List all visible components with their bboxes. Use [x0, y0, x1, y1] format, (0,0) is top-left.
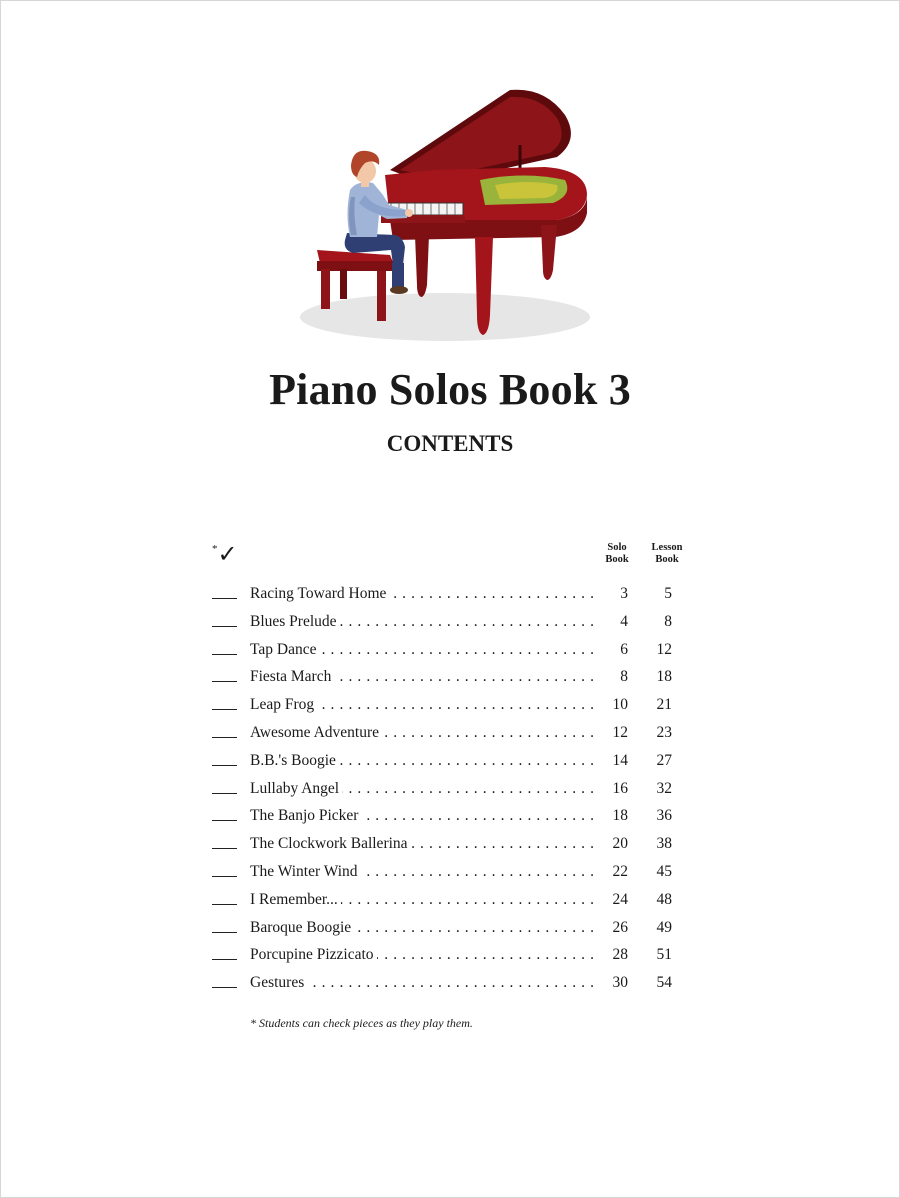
asterisk: *: [212, 543, 218, 555]
list-item: [212, 580, 682, 608]
lesson-page: 5: [664, 585, 672, 602]
solo-page: 22: [612, 862, 628, 880]
solo-page: 8: [620, 668, 628, 686]
piece-title: The Clockwork Ballerina: [250, 835, 411, 852]
solo-page: 3: [620, 585, 628, 602]
checkmark-icon: ✓: [217, 540, 238, 568]
list-item: [212, 802, 682, 830]
lesson-page: 23: [656, 723, 672, 741]
lesson-page: 32: [656, 779, 672, 797]
check-blank: [212, 681, 237, 682]
piano-illustration: [295, 85, 605, 350]
piano-leg-left: [415, 235, 429, 297]
piece-title: Fiesta March: [250, 668, 334, 685]
check-blank: [212, 820, 237, 821]
check-blank: [212, 598, 237, 599]
piece-title: B.B.'s Boogie: [250, 752, 339, 769]
piece-title: Porcupine Pizzicato: [250, 946, 377, 963]
list-item: [212, 941, 682, 969]
solo-page: 26: [612, 918, 628, 936]
list-item: [212, 691, 682, 719]
piece-title: Awesome Adventure: [250, 724, 382, 741]
solo-page: 20: [612, 835, 628, 853]
floor-shadow: [300, 293, 590, 341]
piece-title: Leap Frog: [250, 696, 317, 713]
lesson-page: 48: [656, 890, 672, 908]
lesson-page: 21: [656, 696, 672, 714]
lesson-page: 27: [656, 751, 672, 769]
solo-page: 4: [620, 612, 628, 630]
solo-page: 6: [620, 640, 628, 658]
list-item: [212, 747, 682, 775]
check-blank: [212, 959, 237, 960]
piece-title: Blues Prelude: [250, 613, 340, 630]
lesson-book-column-header: Lesson Book: [651, 542, 683, 565]
check-blank: [212, 793, 237, 794]
list-item: [212, 775, 682, 803]
book-title: Piano Solos Book 3: [269, 365, 631, 414]
solo-page: 24: [612, 890, 628, 908]
footnote: * Students can check pieces as they play them.: [250, 1016, 473, 1030]
lesson-page: 45: [656, 862, 672, 880]
lesson-page: 38: [656, 835, 672, 853]
check-blank: [212, 932, 237, 933]
check-blank: [212, 654, 237, 655]
list-item: [212, 969, 682, 997]
piece-title: I Remember...: [250, 891, 341, 908]
list-item: [212, 830, 682, 858]
check-blank: [212, 904, 237, 905]
piece-title: Gestures: [250, 974, 307, 991]
list-item: [212, 636, 682, 664]
check-blank: [212, 987, 237, 988]
piece-title: The Banjo Picker: [250, 807, 361, 824]
contents-list: [212, 580, 682, 997]
list-item: [212, 886, 682, 914]
lesson-page: 8: [664, 612, 672, 630]
solo-page: 30: [612, 974, 628, 992]
lesson-page: 12: [656, 640, 672, 658]
solo-page: 12: [612, 723, 628, 741]
lesson-page: 36: [656, 807, 672, 825]
list-item: [212, 914, 682, 942]
check-blank: [212, 709, 237, 710]
piece-title: Lullaby Angel: [250, 780, 342, 797]
contents-heading: CONTENTS: [386, 431, 514, 456]
solo-page: 14: [612, 751, 628, 769]
check-column-header: [212, 540, 238, 571]
solo-page: 10: [612, 696, 628, 714]
check-blank: [212, 876, 237, 877]
list-item: [212, 858, 682, 886]
list-item: [212, 719, 682, 747]
solo-page: 28: [612, 946, 628, 964]
solo-page: 18: [612, 807, 628, 825]
lesson-page: 51: [656, 946, 672, 964]
piece-title: Racing Toward Home: [250, 585, 389, 602]
check-blank: [212, 737, 237, 738]
check-blank: [212, 626, 237, 627]
piece-title: The Winter Wind: [250, 863, 361, 880]
check-blank: [212, 765, 237, 766]
lesson-page: 49: [656, 918, 672, 936]
lesson-page: 18: [656, 668, 672, 686]
list-item: [212, 608, 682, 636]
piece-title: Tap Dance: [250, 641, 319, 658]
piece-title: Baroque Boogie: [250, 919, 354, 936]
list-item: [212, 663, 682, 691]
piano-leg-back: [541, 225, 557, 280]
check-blank: [212, 848, 237, 849]
solo-page: 16: [612, 779, 628, 797]
lesson-page: 54: [656, 974, 672, 992]
solo-book-column-header: Solo Book: [605, 542, 629, 565]
